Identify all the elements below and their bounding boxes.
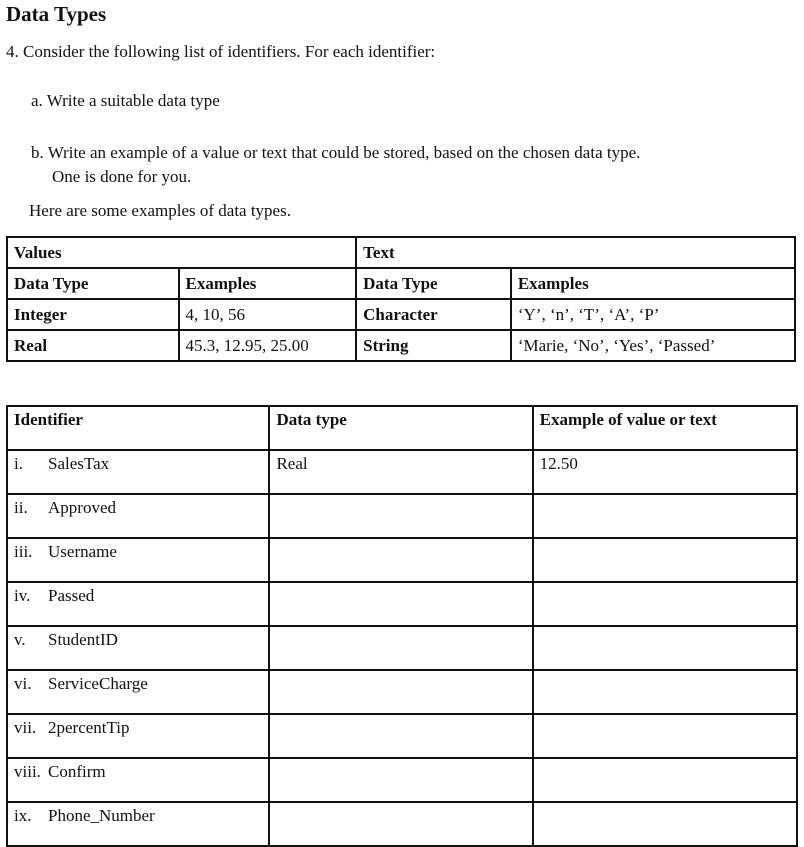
identifier-cell [7, 802, 269, 846]
column-header: Data type [269, 406, 532, 450]
table-row [7, 299, 795, 330]
identifier-cell [7, 626, 269, 670]
example-cell[interactable] [533, 670, 797, 714]
table-row [7, 714, 797, 758]
identifier-cell [7, 670, 269, 714]
identifier-table [6, 405, 798, 847]
page-title: Data Types [6, 2, 107, 26]
table-row [7, 758, 797, 802]
table-cell: ‘Marie, ‘No’, ‘Yes’, ‘Passed’ [511, 330, 795, 361]
identifier-name: Username [48, 542, 117, 561]
row-number: ii. [14, 498, 28, 517]
table-row [7, 268, 795, 299]
table-cell: String [356, 330, 511, 361]
column-header: Identifier [7, 406, 269, 450]
data-type-cell[interactable]: Real [269, 450, 532, 494]
text-header: Text [356, 237, 795, 268]
table-row [7, 538, 797, 582]
part-b-line2: One is done for you. [52, 167, 192, 186]
column-header: Data Type [7, 268, 179, 299]
part-b-text [31, 141, 640, 189]
data-type-cell[interactable] [269, 802, 532, 846]
column-header: Example of value or text [533, 406, 797, 450]
identifier-name: Passed [48, 586, 95, 605]
identifier-name: 2percentTip [48, 718, 130, 737]
table-row [7, 330, 795, 361]
example-cell[interactable]: 12.50 [533, 450, 797, 494]
row-number: iv. [14, 586, 31, 605]
identifier-name: Approved [48, 498, 116, 517]
table-cell: Integer [7, 299, 179, 330]
table-row [7, 802, 797, 846]
part-a-text: a. Write a suitable data type [31, 91, 220, 110]
identifier-cell [7, 450, 269, 494]
question-text: 4. Consider the following list of identifiers. For each identifier: [6, 42, 436, 61]
example-cell[interactable] [533, 758, 797, 802]
table-row [7, 670, 797, 714]
table-row [7, 450, 797, 494]
table-row [7, 626, 797, 670]
data-types-table [6, 236, 796, 362]
table-row [7, 406, 797, 450]
row-number: iii. [14, 542, 33, 561]
row-number: ix. [14, 806, 32, 825]
part-b-line1: b. Write an example of a value or text that could be stored, based on the chosen data type. [31, 143, 641, 162]
column-header: Data Type [356, 268, 511, 299]
example-cell[interactable] [533, 494, 797, 538]
data-type-cell[interactable] [269, 582, 532, 626]
table-cell: ‘Y’, ‘n’, ‘T’, ‘A’, ‘P’ [511, 299, 795, 330]
row-number: v. [14, 630, 26, 649]
column-header: Examples [511, 268, 795, 299]
values-header: Values [7, 237, 356, 268]
identifier-cell [7, 538, 269, 582]
intro-text: Here are some examples of data types. [29, 201, 291, 220]
row-number: vi. [14, 674, 32, 693]
identifier-name: StudentID [48, 630, 118, 649]
data-type-cell[interactable] [269, 670, 532, 714]
example-cell[interactable] [533, 714, 797, 758]
table-cell: 4, 10, 56 [179, 299, 357, 330]
table-row [7, 494, 797, 538]
identifier-name: Phone_Number [48, 806, 155, 825]
data-type-cell[interactable] [269, 494, 532, 538]
identifier-cell [7, 582, 269, 626]
table-cell: Real [7, 330, 179, 361]
table-row [7, 582, 797, 626]
table-cell: Character [356, 299, 511, 330]
table-row [7, 237, 795, 268]
example-cell[interactable] [533, 626, 797, 670]
example-cell[interactable] [533, 538, 797, 582]
data-type-cell[interactable] [269, 626, 532, 670]
data-type-cell[interactable] [269, 714, 532, 758]
row-number: i. [14, 454, 23, 473]
identifier-cell [7, 494, 269, 538]
identifier-cell [7, 758, 269, 802]
data-type-cell[interactable] [269, 758, 532, 802]
example-cell[interactable] [533, 802, 797, 846]
table-cell: 45.3, 12.95, 25.00 [179, 330, 357, 361]
row-number: viii. [14, 762, 41, 781]
identifier-cell [7, 714, 269, 758]
identifier-name: ServiceCharge [48, 674, 148, 693]
identifier-name: Confirm [48, 762, 106, 781]
example-cell[interactable] [533, 582, 797, 626]
row-number: vii. [14, 718, 37, 737]
column-header: Examples [179, 268, 357, 299]
identifier-name: SalesTax [48, 454, 110, 473]
data-type-cell[interactable] [269, 538, 532, 582]
